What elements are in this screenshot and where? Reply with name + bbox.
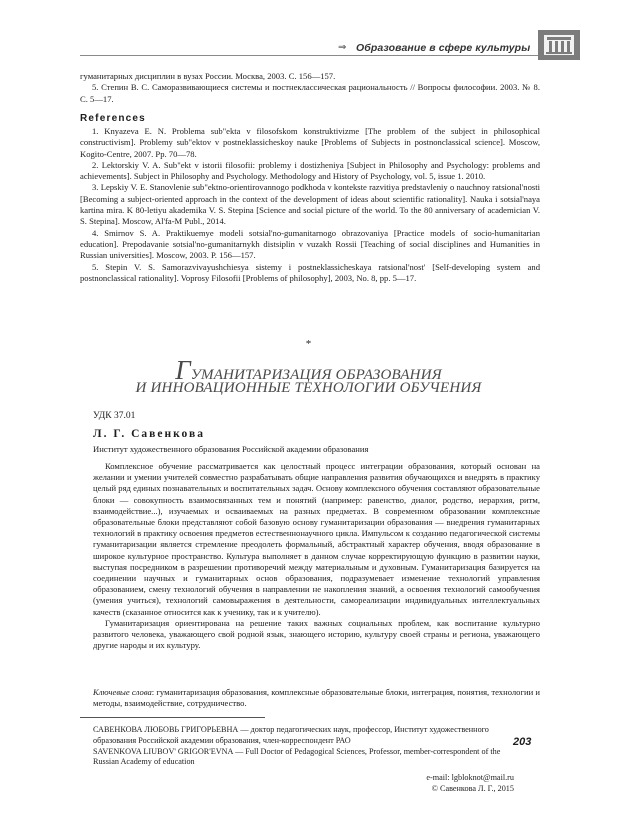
keywords-label: Ключевые слова <box>93 687 152 697</box>
references-en <box>80 126 540 284</box>
reference-item: 4. Smirnov S. A. Praktikuemye modeli sotsial'no-gumanitarnogo obrazovaniya [Practice models of socio-humanitarian education]. Prepodavanie sotsial'no-gumanitarnykh distsiplin v vuzakh Rossii [Teaching of social disciplines and Humanities in Russian universities]. Moscow, 2003. P. 156—157. <box>80 227 540 261</box>
reference-ru-item: 5. Степин В. С. Саморазвивающиеся системы и постнеклассическая рациональность // Вопросы философии. 2003. № 8. С. 5—17. <box>80 82 540 104</box>
article-title-line2: И ИННОВАЦИОННЫЕ ТЕХНОЛОГИИ ОБУЧЕНИЯ <box>135 380 482 396</box>
reference-item: 3. Lepskiy V. E. Stanovlenie sub"ektno-orientirovannogo podkhoda v kontekste razvitiya predstavleniy o nauchnoy ratsional'nosti [Becoming a subject-oriented approach in the context of the development of ideas about scientific rationality]. Nauka i sotsial'naya kartina mira. K 80-letiyu akademika V. S. Stepina [Science and social picture of the world. To the 80 anniversary of academician V. S. Stepina]. Moscow, Al'fa-M Publ., 2014. <box>80 182 540 227</box>
running-header: Образование в сфере культуры <box>356 42 531 54</box>
keywords-text: : гуманитаризация образования, комплексные образовательные блоки, интеграция, понятия, технологии и методы, взаимодействие, сотрудничество. <box>93 687 540 709</box>
copyright: © Савенкова Л. Г., 2015 <box>431 783 514 793</box>
title-initial: Г <box>175 355 191 385</box>
title-line1-text: УМАНИТАРИЗАЦИЯ ОБРАЗОВАНИЯ <box>190 367 442 383</box>
contact-info <box>426 773 514 795</box>
abstract-paragraph: Комплексное обучение рассматривается как целостный процесс интеграции образования, который основан на желании и умении учителей совместно разрабатывать общие направления развития обучающихся и внедрять в практику целый ряд единых познавательных и воспитательных задач. Основу комплексного обучения составляют образовательные блоки — совокупность взаимосвязанных тем и понятий (например: равенство, диалог, родство, иерархия, ритм, взаимодействие...), изучаемых и осваиваемых на разных предметах. В современном образовании комплексные образовательные блоки представляют собой базовую основу гуманитаризации образования — внедрения гуманитарных технологий в практику освоения предметов естественнонаучного цикла. Импульсом к созданию педагогической системы гуманитаризации является стремление преодолеть формальный, абстрактный характер обучения, вводя образование в широкое культурное пространство. Культура выполняет в данном случае корректирующую функцию в развитии науки, выступая посредником в разрешении противоречий между материальным и духовным. Гуманитаризация базируется на соединении научных и гуманитарных основ образования, подразумевает изменение технологий управления образованием, смену технологий обучения в направлении не накопления знаний, а освоения технологий самообучения (умения учиться), технологий самовыражения в деятельности, самореализации индивидуальных интеллектуальных качеств (сказанное относится как к ученику, так и к учителю). <box>93 461 540 617</box>
references-ru <box>80 71 540 105</box>
keywords <box>93 687 540 709</box>
author-affiliation: Институт художественного образования Российской академии образования <box>93 444 369 454</box>
header-rule <box>80 55 540 56</box>
reference-item: 2. Lektorskiy V. A. Sub"ekt v istorii filosofii: problemy i dostizheniya [Subject in Philosophy and Psychology: problems and achievements]. Subject in Philosophy and Psychology. Methodology and History of Psychology, vol. 5, issue 1. 2010. <box>80 159 540 182</box>
footnote-ru: САВЕНКОВА ЛЮБОВЬ ГРИГОРЬЕВНА — доктор педагогических наук, профессор, Институт художественного образования Российской академии образования, член-корреспондент РАО <box>93 725 489 745</box>
abstract-paragraph: Гуманитаризация ориентирована на решение таких важных социальных проблем, как воспитание культурно развитого человека, уважающего свой родной язык, знающего историю, культуру своей страны и региона, уважающего другие народы и их культуру. <box>93 617 540 651</box>
author-email: e-mail: lgbloknot@mail.ru <box>426 773 514 782</box>
journal-logo-icon <box>538 30 580 60</box>
reference-ru-item: гуманитарных дисциплин в вузах России. Москва, 2003. С. 156—157. <box>80 71 336 81</box>
reference-item: 5. Stepin V. S. Samorazvivayushchiesya sistemy i postneklassicheskaya ratsional'nost' [Self-developing system and postnonclassical rationality]. Voprosy Filosofii [Problems of philosophy], 2003, No. 8, pp. 5—17. <box>80 261 540 283</box>
author-footnote <box>93 725 523 768</box>
footnote-en: SAVENKOVA LIUBOV' GRIGOR'EVNA — Full Doctor of Pedagogical Sciences, Professor, member-correspondent of the Russian Academy of education <box>93 746 501 767</box>
abstract <box>93 461 540 651</box>
references-heading: References <box>80 113 146 124</box>
arrow-right-icon: ⇒ <box>338 42 347 53</box>
footnote-rule <box>80 717 265 718</box>
page-number: 203 <box>513 736 532 748</box>
reference-item: 1. Knyazeva E. N. Problema sub"ekta v filosofskom konstruktivizme [The problem of the subject in philosophical constructivism]. Problemy sub"ektov v postneklassicheskoy nauke [Problems of Subjects in postnonclassical science]. Moscow, Kogito-Centre, 2007. Pp. 70—78. <box>80 126 540 159</box>
author-name: Л. Г. Савенкова <box>93 428 205 440</box>
udc-code: УДК 37.01 <box>93 411 136 421</box>
section-separator: * <box>305 338 312 350</box>
